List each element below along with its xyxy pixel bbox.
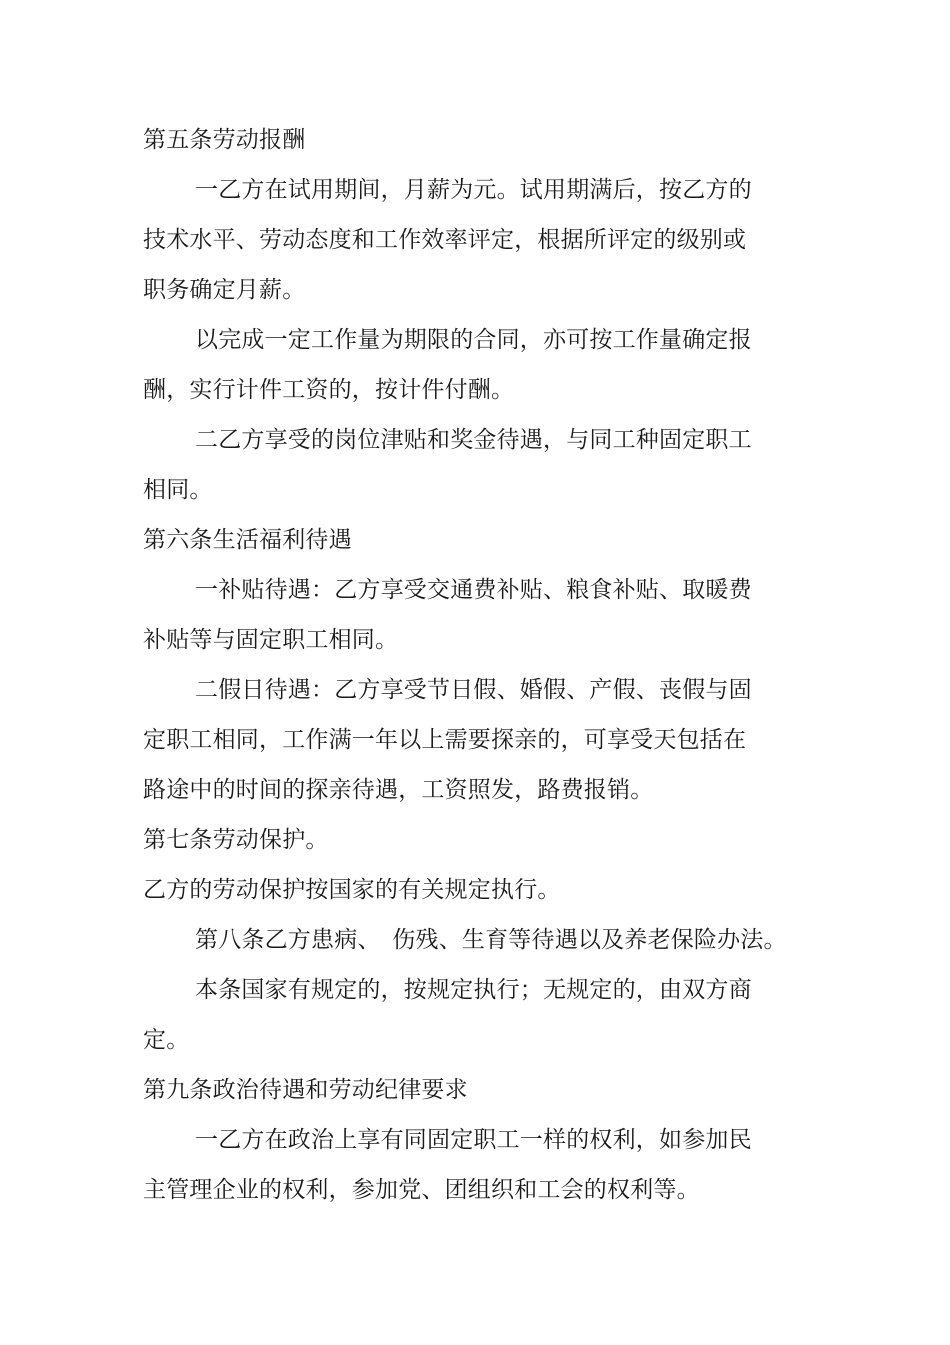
- paragraph-line: 职务确定月薪。: [143, 277, 306, 303]
- article-6-heading: 第六条生活福利待遇: [143, 527, 352, 553]
- paragraph-line: 技术水平、劳动态度和工作效率评定，根据所评定的级别或: [143, 227, 747, 253]
- paragraph-line: 一乙方在试用期间，月薪为元。试用期满后，按乙方的: [195, 177, 752, 203]
- paragraph-line: 乙方的劳动保护按国家的有关规定执行。: [143, 877, 561, 903]
- paragraph-line: 本条国家有规定的，按规定执行；无规定的，由双方商: [195, 977, 752, 1003]
- article-8-heading: 第八条乙方患病、 伤残、生育等待遇以及养老保险办法。: [195, 927, 787, 953]
- paragraph-line: 一补贴待遇：乙方享受交通费补贴、粮食补贴、取暖费: [195, 577, 752, 603]
- article-9-heading: 第九条政治待遇和劳动纪律要求: [143, 1077, 468, 1103]
- article-7-heading: 第七条劳动保护。: [143, 827, 329, 853]
- paragraph-line: 相同。: [143, 477, 213, 503]
- paragraph-line: 二乙方享受的岗位津贴和奖金待遇，与同工种固定职工: [195, 427, 752, 453]
- paragraph-line: 二假日待遇：乙方享受节日假、婚假、产假、丧假与固: [195, 677, 752, 703]
- paragraph-line: 酬，实行计件工资的，按计件付酬。: [143, 377, 515, 403]
- paragraph-line: 以完成一定工作量为期限的合同，亦可按工作量确定报: [195, 327, 752, 353]
- paragraph-line: 定。: [143, 1027, 190, 1053]
- paragraph-line: 补贴等与固定职工相同。: [143, 627, 399, 653]
- paragraph-line: 主管理企业的权利，参加党、团组织和工会的权利等。: [143, 1177, 700, 1203]
- paragraph-line: 一乙方在政治上享有同固定职工一样的权利，如参加民: [195, 1127, 752, 1153]
- paragraph-line: 定职工相同，工作满一年以上需要探亲的，可享受天包括在: [143, 727, 747, 753]
- paragraph-line: 路途中的时间的探亲待遇，工资照发，路费报销。: [143, 777, 654, 803]
- article-5-heading: 第五条劳动报酬: [143, 127, 306, 153]
